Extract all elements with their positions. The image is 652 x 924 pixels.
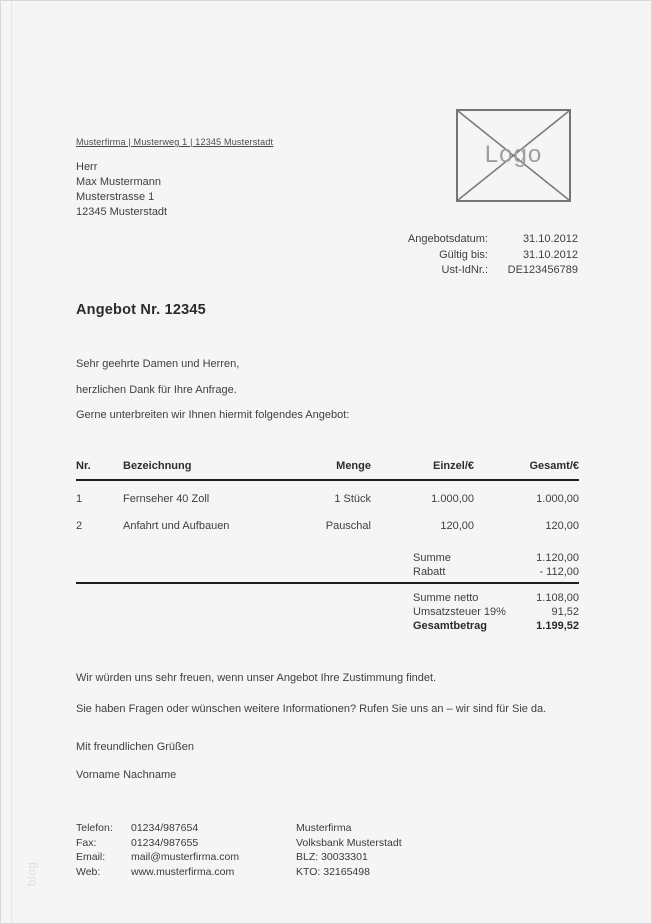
summary-label-net: Summe netto xyxy=(413,592,479,604)
item-description: Fernseher 40 Zoll xyxy=(123,493,210,505)
logo-text: Logo xyxy=(484,140,543,168)
column-header-total: Gesamt/€ xyxy=(529,460,579,472)
sender-address-line: Musterfirma | Musterweg 1 | 12345 Musterstadt xyxy=(76,137,274,147)
intro-paragraph: Gerne unterbreiten wir Ihnen hiermit folgendes Angebot: xyxy=(76,409,350,421)
item-unit-price: 1.000,00 xyxy=(431,493,474,505)
footer-row-web xyxy=(76,865,239,880)
intro-paragraph: herzlichen Dank für Ihre Anfrage. xyxy=(76,384,237,396)
intro-paragraph: Sehr geehrte Damen und Herren, xyxy=(76,358,240,370)
closing-paragraph: Sie haben Fragen oder wünschen weitere Informationen? Rufen Sie uns an – wir sind für Sie da. xyxy=(76,703,547,715)
footer-contact-block xyxy=(76,821,239,879)
footer-bank-blz: BLZ: 30033301 xyxy=(296,851,368,863)
meta-value-valid-until: 31.10.2012 xyxy=(522,248,578,261)
quote-meta-block xyxy=(408,232,578,279)
summary-value-subtotal: 1.120,00 xyxy=(536,552,579,564)
summary-row-vat xyxy=(76,605,579,619)
logo-placeholder xyxy=(456,109,571,202)
meta-row-vat-id xyxy=(408,263,578,279)
meta-value-vat-id: DE123456789 xyxy=(507,264,578,276)
footer-value-email: mail@musterfirma.com xyxy=(131,851,240,863)
recipient-salutation: Herr xyxy=(76,161,98,173)
meta-label-vat-id: Ust-IdNr.: xyxy=(441,264,488,276)
summary-value-grand-total: 1.199,52 xyxy=(536,620,579,632)
footer-bank-block xyxy=(296,821,402,879)
footer-row-phone xyxy=(76,821,239,836)
items-table-header-row xyxy=(76,460,579,479)
footer-bank-kto: KTO: 32165498 xyxy=(296,865,370,878)
summary-value-vat: 91,52 xyxy=(551,606,579,618)
footer-value-web: www.musterfirma.com xyxy=(131,865,235,878)
summary-row-subtotal xyxy=(76,551,579,565)
items-table xyxy=(76,460,579,532)
meta-label-date: Angebotsdatum: xyxy=(407,233,488,245)
column-header-nr: Nr. xyxy=(76,460,91,472)
footer-label-email: Email: xyxy=(76,851,106,863)
closing-signature-name: Vorname Nachname xyxy=(76,769,177,781)
item-nr: 2 xyxy=(76,520,83,532)
recipient-name: Max Mustermann xyxy=(76,176,161,188)
summary-row-grand-total xyxy=(76,619,579,633)
summary-row-net xyxy=(76,591,579,605)
footer-label-web: Web: xyxy=(76,865,101,878)
item-quantity: Pauschal xyxy=(325,520,371,532)
item-total: 120,00 xyxy=(545,520,579,532)
watermark-text: blog xyxy=(24,861,39,887)
footer-label-fax: Fax: xyxy=(76,836,97,849)
summary-divider-rule xyxy=(76,582,579,584)
item-unit-price: 120,00 xyxy=(440,520,474,532)
column-header-unit-price: Einzel/€ xyxy=(433,460,474,472)
item-total: 1.000,00 xyxy=(536,493,579,505)
footer-row-email xyxy=(76,850,239,865)
column-header-description: Bezeichnung xyxy=(123,460,192,472)
recipient-street: Musterstrasse 1 xyxy=(76,191,155,203)
item-nr: 1 xyxy=(76,493,83,505)
footer-bank-name: Volksbank Musterstadt xyxy=(296,836,402,849)
summary-label-subtotal: Summe xyxy=(413,552,451,564)
item-description: Anfahrt und Aufbauen xyxy=(123,520,230,532)
summary-value-discount: - 112,00 xyxy=(539,566,579,578)
meta-value-date: 31.10.2012 xyxy=(522,233,578,245)
recipient-city: 12345 Musterstadt xyxy=(76,206,168,218)
table-row xyxy=(76,493,579,505)
meta-label-valid-until: Gültig bis: xyxy=(439,248,488,261)
footer-row-fax xyxy=(76,836,239,851)
meta-row-date xyxy=(408,232,578,248)
table-row xyxy=(76,520,579,532)
footer-label-phone: Telefon: xyxy=(76,822,113,834)
closing-paragraph: Wir würden uns sehr freuen, wenn unser Angebot Ihre Zustimmung findet. xyxy=(76,672,437,684)
footer-company-name: Musterfirma xyxy=(296,822,352,834)
footer-value-fax: 01234/987655 xyxy=(131,836,199,849)
summary-label-grand-total: Gesamtbetrag xyxy=(413,620,487,632)
closing-salutation: Mit freundlichen Grüßen xyxy=(76,741,194,753)
meta-row-valid-until xyxy=(408,248,578,264)
page-edge-line xyxy=(11,1,12,923)
column-header-quantity: Menge xyxy=(336,460,371,472)
item-quantity: 1 Stück xyxy=(334,493,371,505)
table-header-rule xyxy=(76,479,579,481)
page-title: Angebot Nr. 12345 xyxy=(76,302,206,318)
summary-label-discount: Rabatt xyxy=(413,566,446,578)
summary-row-discount xyxy=(76,565,579,579)
summary-label-vat: Umsatzsteuer 19% xyxy=(413,606,506,618)
footer-value-phone: 01234/987654 xyxy=(131,822,199,834)
recipient-address-block xyxy=(76,160,167,220)
summary-total-block xyxy=(76,591,579,633)
summary-value-net: 1.108,00 xyxy=(536,592,579,604)
summary-subtotal-block xyxy=(76,551,579,579)
